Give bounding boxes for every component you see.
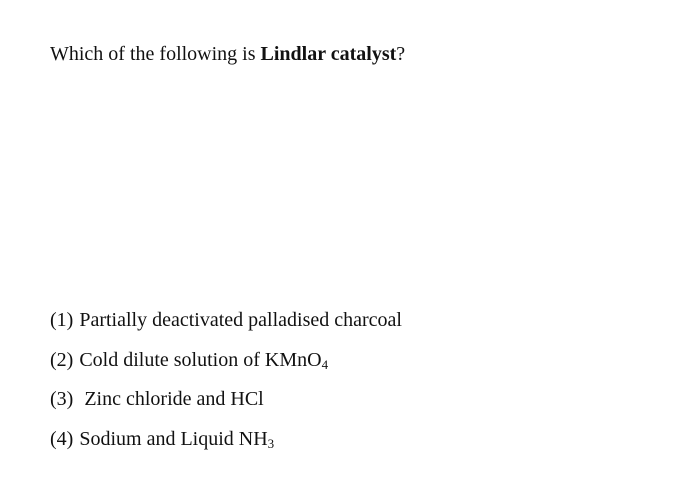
option-text: Cold dilute solution of KMnO [79, 348, 322, 371]
formula-subscript: 4 [321, 356, 329, 372]
option-number: (3) [50, 388, 74, 410]
option-text: Zinc chloride and HCl [84, 388, 264, 410]
question-text [50, 40, 405, 68]
option-text: Sodium and Liquid NH [79, 427, 268, 450]
option-4 [50, 425, 402, 465]
option-1 [50, 306, 402, 346]
option-number: (1) [50, 309, 74, 331]
option-text: Partially deactivated palladised charcoal [79, 309, 402, 331]
question-suffix: ? [396, 43, 406, 65]
question-bold-term: Lindlar catalyst [260, 43, 397, 65]
option-2 [50, 346, 402, 386]
option-3 [50, 385, 402, 425]
options-list [50, 306, 402, 464]
option-number: (2) [50, 348, 74, 371]
formula-subscript: 3 [267, 435, 275, 451]
option-number: (4) [50, 427, 74, 450]
question-prefix: Which of the following is [50, 43, 261, 65]
